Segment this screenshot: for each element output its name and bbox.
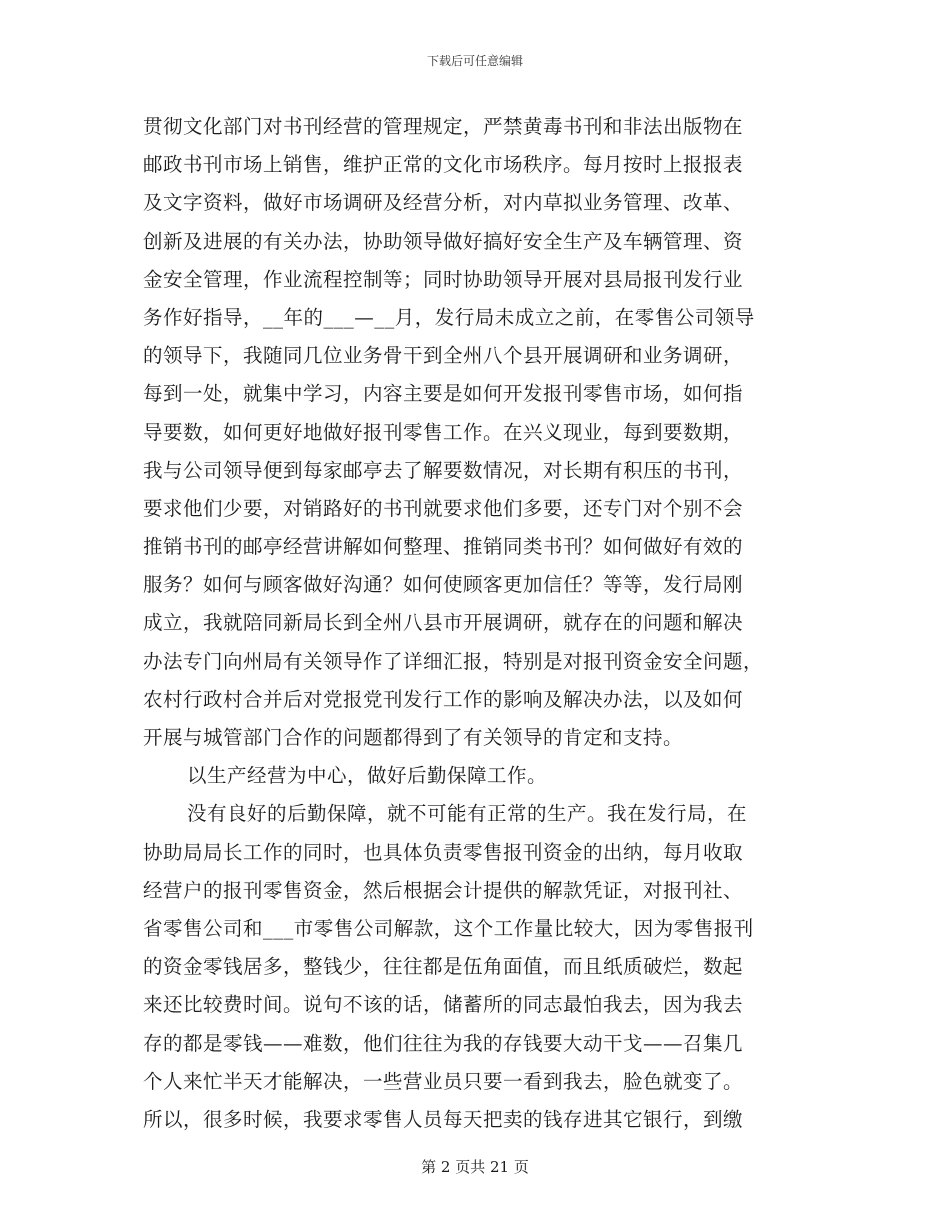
page-footer: 第 2 页共 21 页 xyxy=(421,1158,529,1176)
text-line: 办法专门向州局有关领导作了详细汇报，特别是对报刊资金安全问题， xyxy=(143,649,764,673)
text-line: 农村行政村合并后对党报党刊发行工作的影响及解决办法，以及如何 xyxy=(143,687,744,711)
text-line: 金安全管理，作业流程控制等；同时协助领导开展对县局报刊发行业 xyxy=(143,267,744,291)
text-line: 个人来忙半天才能解决，一些营业员只要一看到我去，脸色就变了。 xyxy=(143,1069,744,1093)
text-line: 贯彻文化部门对书刊经营的管理规定，严禁黄毒书刊和非法出版物在 xyxy=(143,115,744,138)
text-line: 推销书刊的邮亭经营讲解如何整理、推销同类书刊？如何做好有效的 xyxy=(143,535,744,559)
text-line: 务作好指导，__年的___—__月，发行局未成立之前，在零售公司领导 xyxy=(143,305,755,329)
text-line: 经营户的报刊零售资金，然后根据会计提供的解款凭证，对报刊社、 xyxy=(143,878,744,902)
text-line: 省零售公司和___市零售公司解款，这个工作量比较大，因为零售报刊 xyxy=(143,916,754,940)
text-line: 成立，我就陪同新局长到全州八县市开展调研，就存在的问题和解决 xyxy=(143,611,744,635)
text-line: 的领导下，我随同几位业务骨干到全州八个县开展调研和业务调研， xyxy=(143,344,744,368)
text-line: 创新及进展的有关办法，协助领导做好搞好安全生产及车辆管理、资 xyxy=(143,229,744,253)
text-line: 导要数，如何更好地做好报刊零售工作。在兴义现业，每到要数期， xyxy=(143,420,744,444)
text-line: 所以，很多时候，我要求零售人员每天把卖的钱存进其它银行，到缴 xyxy=(143,1107,744,1131)
text-line: 每到一处，就集中学习，内容主要是如何开发报刊零售市场，如何指 xyxy=(143,382,744,406)
page-header: 下载后可任意编辑 xyxy=(426,54,523,68)
text-line: 的资金零钱居多，整钱少，往往都是伍角面值，而且纸质破烂，数起 xyxy=(143,955,744,979)
text-line: 及文字资料，做好市场调研及经营分析，对内草拟业务管理、改革、 xyxy=(143,191,744,215)
text-line: 协助局局长工作的同时，也具体负责零售报刊资金的出纳，每月收取 xyxy=(143,840,744,864)
text-line: 来还比较费时间。说句不该的话，储蓄所的同志最怕我去，因为我去 xyxy=(143,993,744,1017)
text-line: 邮政书刊市场上销售，维护正常的文化市场秩序。每月按时上报报表 xyxy=(143,153,744,177)
text-line: 服务？如何与顾客做好沟通？如何使顾客更加信任？等等，发行局刚 xyxy=(143,573,744,597)
paragraph-start: 没有良好的后勤保障，就不可能有正常的生产。我在发行局，在 xyxy=(187,802,748,826)
section-heading: 以生产经营为中心，做好后勤保障工作。 xyxy=(187,764,548,788)
text-line: 要求他们少要，对销路好的书刊就要求他们多要，还专门对个别不会 xyxy=(143,496,744,520)
text-line: 我与公司领导便到每家邮亭去了解要数情况，对长期有积压的书刊， xyxy=(143,458,744,482)
document-body xyxy=(143,108,803,1139)
text-line: 开展与城管部门合作的问题都得到了有关领导的肯定和支持。 xyxy=(143,726,684,749)
text-line: 存的都是零钱——难数，他们往往为我的存钱要大动干戈——召集几 xyxy=(143,1031,744,1055)
